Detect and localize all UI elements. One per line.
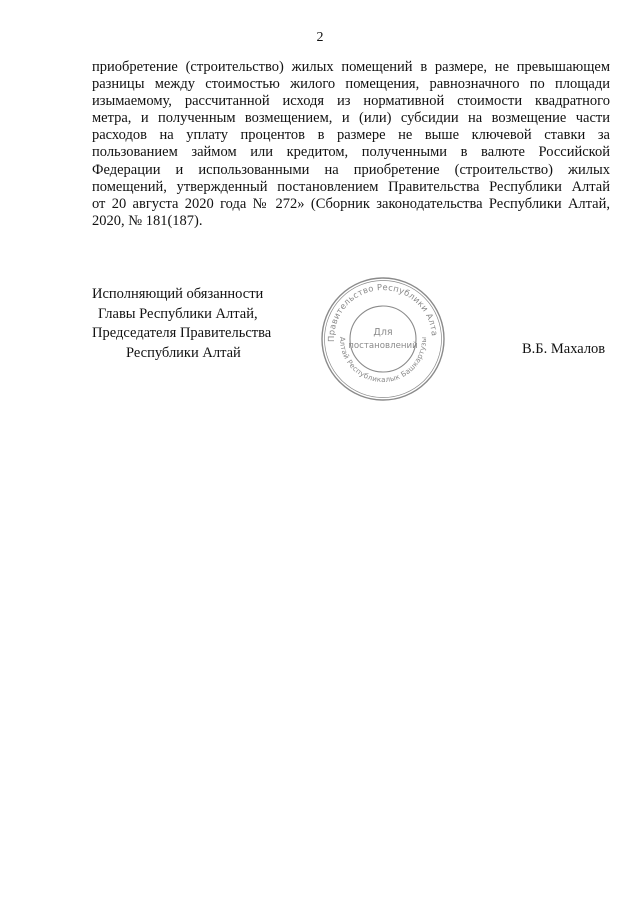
stamp-center-line: Для	[373, 327, 393, 338]
body-line: расходов на уплату процентов в размере не выше ключевой ставки за	[92, 127, 610, 144]
signatory-title-line: Республики Алтай	[126, 344, 241, 361]
stamp-ring-text-top: Правительство Республики Алта	[325, 281, 440, 343]
body-line: разницы между стоимостью жилого помещения, равнозначного по площади	[92, 76, 610, 93]
body-line: изымаемому, рассчитанной исходя из нормативной стоимости квадратного	[92, 93, 610, 110]
signatory-title-line: Председателя Правительства	[92, 325, 272, 342]
stamp-center-line: постановлений	[348, 341, 418, 351]
body-line: метра, и полученным возмещением, и (или) субсидии на возмещение части	[92, 110, 610, 127]
document-body-text	[92, 59, 610, 230]
signatory-title	[92, 285, 292, 363]
body-line: приобретение (строительство) жилых помещений в размере, не превышающем	[92, 59, 610, 75]
signatory-title-line: Главы Республики Алтай,	[98, 305, 258, 322]
body-line: помещений, утвержденный постановлением Правительства Республики Алтай	[92, 178, 610, 195]
stamp-seal-icon	[318, 274, 448, 404]
page-number: 2	[316, 30, 324, 45]
signatory-title-line: Исполняющий обязанности	[92, 286, 264, 302]
signatory-name: В.Б. Махалов	[522, 341, 606, 357]
stamp-ring-text-bottom: Алтай Республикалык Башкартузы	[337, 336, 429, 385]
body-line: 2020, № 181(187).	[92, 212, 203, 229]
official-stamp	[318, 274, 448, 404]
body-line: пользованием займом или кредитом, полученными в валюте Российской	[92, 144, 610, 161]
body-line: от 20 августа 2020 года № 272» (Сборник законодательства Республики Алтай,	[92, 195, 610, 212]
body-line: Федерации и использованными на приобретение (строительство) жилых	[92, 161, 610, 178]
